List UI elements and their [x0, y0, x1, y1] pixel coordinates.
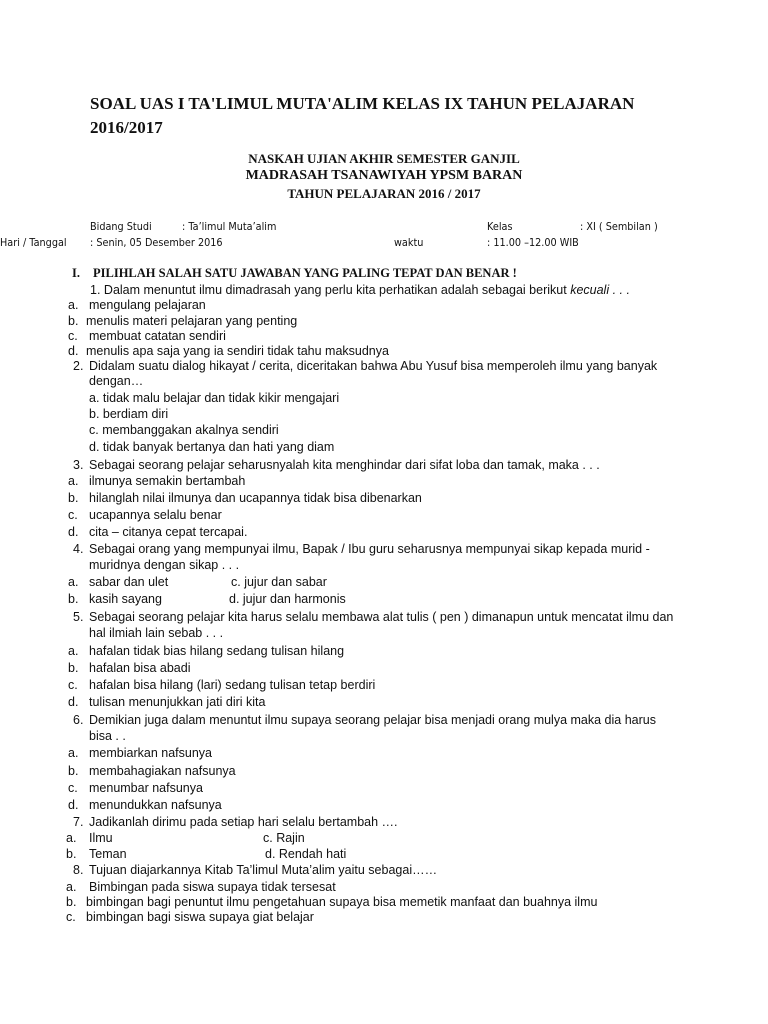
- option-letter: a.: [68, 746, 79, 760]
- option-letter: d.: [68, 525, 79, 539]
- option-text: hilanglah nilai ilmunya dan ucapannya tidak bisa dibenarkan: [89, 491, 422, 505]
- question-number: 2.: [73, 359, 84, 373]
- option-letter: a.: [66, 880, 77, 894]
- option-text: menumbar nafsunya: [89, 781, 203, 795]
- option-letter: b.: [66, 895, 77, 909]
- option-text: ucapannya selalu benar: [89, 508, 222, 522]
- option-text: menulis apa saja yang ia sendiri tidak tahu maksudnya: [86, 344, 389, 358]
- option-letter: a.: [68, 298, 79, 312]
- time-value: : 11.00 –12.00 WIB: [487, 236, 579, 249]
- question-text: Dalam menuntut ilmu dimadrasah yang perlu kita perhatikan adalah sebagai berikut: [103, 283, 567, 297]
- option-letter: b.: [68, 491, 79, 505]
- subtitle-year: TAHUN PELAJARAN 2016 / 2017: [287, 186, 481, 201]
- question-number: 1.: [90, 283, 101, 297]
- document-title-line1: SOAL UAS I TA'LIMUL MUTA'ALIM KELAS IX TAHUN PELAJARAN: [90, 94, 635, 113]
- option-text: d. tidak banyak bertanya dan hati yang diam: [89, 440, 335, 454]
- question-4-line1: Sebagai orang yang mempunyai ilmu, Bapak / Ibu guru seharusnya mempunyai sikap kepada murid -: [89, 542, 650, 556]
- option-text: mengulang pelajaran: [89, 298, 206, 312]
- option-text: c. membanggakan akalnya sendiri: [89, 423, 279, 437]
- question-number: 6.: [73, 713, 84, 727]
- question-number: 5.: [73, 610, 84, 624]
- option-text: cita – citanya cepat tercapai.: [89, 525, 248, 539]
- option-text: membiarkan nafsunya: [89, 746, 212, 760]
- question-emphasis: kecuali . . .: [570, 283, 630, 297]
- option-text: c. jujur dan sabar: [231, 575, 327, 589]
- option-letter: c.: [68, 781, 78, 795]
- time-label: waktu: [394, 236, 424, 249]
- option-letter: d.: [68, 798, 79, 812]
- option-text: b. berdiam diri: [89, 407, 169, 421]
- question-number: 3.: [73, 458, 84, 472]
- question-7-text: Jadikanlah dirimu pada setiap hari selalu bertambah ….: [89, 815, 398, 829]
- option-text: menundukkan nafsunya: [89, 798, 222, 812]
- option-text: ilmunya semakin bertambah: [89, 474, 246, 488]
- option-letter: c.: [68, 678, 78, 692]
- option-text: hafalan tidak bias hilang sedang tulisan hilang: [89, 644, 345, 658]
- subtitle-exam: NASKAH UJIAN AKHIR SEMESTER GANJIL: [248, 151, 520, 166]
- subtitle-school: MADRASAH TSANAWIYAH YPSM BARAN: [245, 168, 523, 183]
- question-6-line2: bisa . .: [89, 729, 126, 743]
- date-value: : Senin, 05 Desember 2016: [90, 236, 223, 249]
- option-letter: c.: [66, 910, 76, 924]
- option-text: Teman: [89, 847, 127, 861]
- option-letter: b.: [68, 661, 79, 675]
- section-heading: PILIHLAH SALAH SATU JAWABAN YANG PALING TEPAT DAN BENAR !: [93, 266, 517, 280]
- option-letter: b.: [66, 847, 77, 861]
- question-5-line1: Sebagai seorang pelajar kita harus selalu membawa alat tulis ( pen ) dimanapun untuk mencatat ilmu dan: [89, 610, 674, 624]
- option-text: hafalan bisa hilang (lari) sedang tulisan tetap berdiri: [89, 678, 376, 692]
- option-text: Ilmu: [89, 831, 113, 845]
- question-6-line1: Demikian juga dalam menuntut ilmu supaya seorang pelajar bisa menjadi orang mulya maka dia harus: [89, 713, 656, 727]
- option-text: hafalan bisa abadi: [89, 661, 191, 675]
- section-number: I.: [72, 266, 80, 280]
- question-number: 7.: [73, 815, 84, 829]
- question-8-text: Tujuan diajarkannya Kitab Ta’limul Muta’alim yaitu sebagai……: [89, 863, 438, 877]
- option-text: membuat catatan sendiri: [89, 329, 226, 343]
- option-letter: b.: [68, 592, 79, 606]
- option-text: a. tidak malu belajar dan tidak kikir mengajari: [89, 391, 340, 405]
- question-2-line2: dengan…: [89, 374, 144, 388]
- option-text: bimbingan bagi penuntut ilmu pengetahuan supaya bisa memetik manfaat dan buahnya ilmu: [86, 895, 598, 909]
- subject-value: : Ta’limul Muta’alim: [182, 220, 277, 233]
- question-number: 4.: [73, 542, 84, 556]
- subject-label: Bidang Studi: [90, 220, 152, 233]
- option-letter: a.: [68, 474, 79, 488]
- question-3-text: Sebagai seorang pelajar seharusnyalah kita menghindar dari sifat loba dan tamak, maka . . .: [89, 458, 600, 472]
- document-title-line2: 2016/2017: [90, 118, 163, 137]
- class-value: : XI ( Sembilan ): [580, 220, 658, 233]
- option-letter: d.: [68, 344, 79, 358]
- question-2-line1: Didalam suatu dialog hikayat / cerita, diceritakan bahwa Abu Yusuf bisa memperoleh ilmu yang banyak: [89, 359, 658, 373]
- option-letter: a.: [66, 831, 77, 845]
- option-text: bimbingan bagi siswa supaya giat belajar: [86, 910, 314, 924]
- option-text: d. jujur dan harmonis: [229, 592, 346, 606]
- date-label: Hari / Tanggal: [0, 236, 67, 249]
- option-letter: a.: [68, 644, 79, 658]
- option-letter: a.: [68, 575, 79, 589]
- option-text: c. Rajin: [263, 831, 305, 845]
- option-text: menulis materi pelajaran yang penting: [86, 314, 298, 328]
- question-4-line2: muridnya dengan sikap . . .: [89, 558, 240, 572]
- class-label: Kelas: [487, 220, 513, 233]
- question-number: 8.: [73, 863, 84, 877]
- option-text: Bimbingan pada siswa supaya tidak tersesat: [89, 880, 336, 894]
- option-text: d. Rendah hati: [265, 847, 347, 861]
- option-letter: b.: [68, 314, 79, 328]
- option-letter: c.: [68, 508, 78, 522]
- question-1: [90, 282, 630, 298]
- option-letter: d.: [68, 695, 79, 709]
- option-text: kasih sayang: [89, 592, 162, 606]
- option-text: tulisan menunjukkan jati diri kita: [89, 695, 266, 709]
- option-text: sabar dan ulet: [89, 575, 169, 589]
- option-letter: c.: [68, 329, 78, 343]
- option-text: membahagiakan nafsunya: [89, 764, 236, 778]
- option-letter: b.: [68, 764, 79, 778]
- question-5-line2: hal ilmiah lain sebab . . .: [89, 626, 224, 640]
